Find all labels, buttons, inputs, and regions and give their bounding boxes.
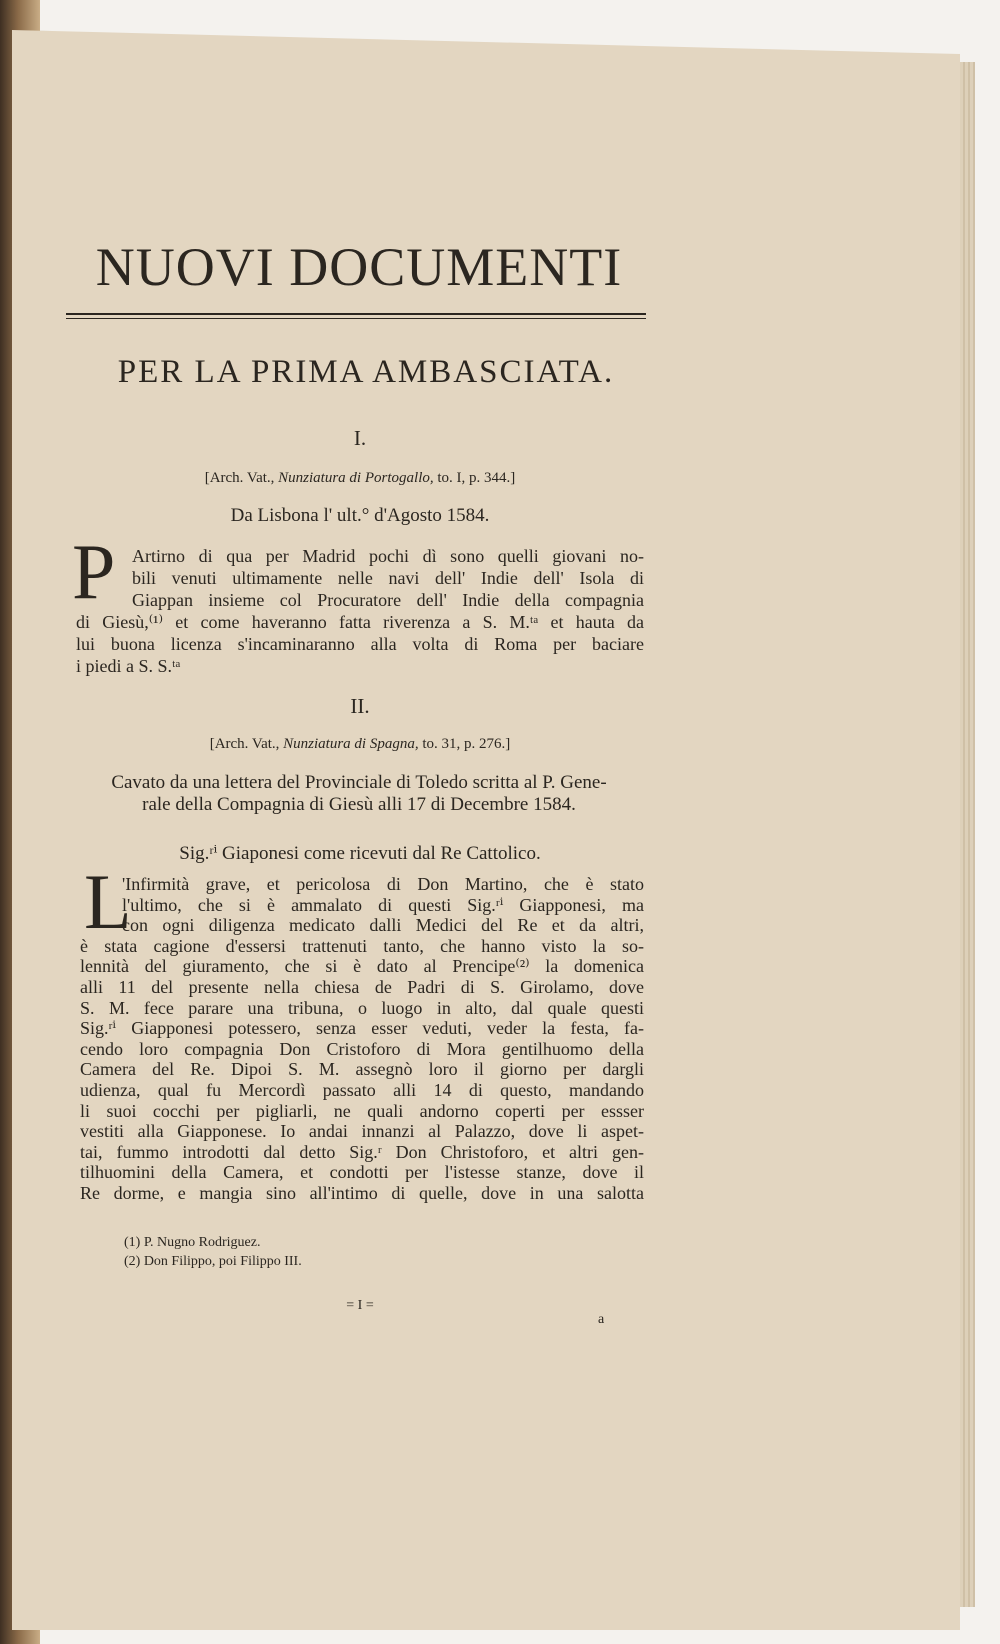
section-numeral-1: I. bbox=[353, 426, 367, 450]
text-line: rale della Compagnia di Giesù alli 17 di Decembre 1584. bbox=[142, 794, 576, 815]
text-line: cendo loro compagnia Don Cristoforo di Mora gentilhuomo della bbox=[80, 1038, 644, 1059]
signature-mark: a bbox=[598, 1312, 605, 1327]
archive-reference-1: [Arch. Vat., Nunziatura di Portogallo, to. I, p. 344.] bbox=[204, 470, 516, 486]
text-line: tai, fummo introdotti dal detto Sig.ʳ Don Christoforo, et altri gen- bbox=[80, 1141, 644, 1162]
text-line: bili venuti ultimamente nelle navi dell' Indie dell' Isola di bbox=[132, 568, 644, 588]
text-line: li suoi cocchi per pigliarli, ne quali andorno coperti per essser bbox=[80, 1100, 644, 1121]
drop-cap-2: L bbox=[84, 858, 132, 945]
text-line: l'ultimo, che si è ammalato di questi Sig.ʳⁱ Giapponesi, ma bbox=[122, 894, 644, 915]
text-line: di Giesù,⁽¹⁾ et come haveranno fatta riverenza a S. M.ᵗᵃ et hauta da bbox=[76, 612, 644, 632]
text-line: lui buona licenza s'incaminaranno alla volta di Roma per baciare bbox=[76, 634, 644, 654]
text-line: Sig.ʳⁱ Giapponesi potessero, senza esser veduti, veder la festa, fa- bbox=[80, 1018, 644, 1039]
text-line: S. M. fece parare una tribuna, o luogo in alto, dal quale questi bbox=[80, 997, 644, 1018]
dateline-1: Da Lisbona l' ult.° d'Agosto 1584. bbox=[230, 505, 490, 526]
text-line: vestiti alla Giapponese. Io andai innanzi al Palazzo, dove li aspet- bbox=[80, 1121, 644, 1142]
archive-reference-2: [Arch. Vat., Nunziatura di Spagna, to. 31, p. 276.] bbox=[209, 736, 511, 752]
text-line: con ogni diligenza medicato dalli Medici del Re et da altri, bbox=[122, 915, 644, 936]
page-subtitle: PER LA PRIMA AMBASCIATA. bbox=[117, 354, 615, 390]
paragraph-2 bbox=[80, 874, 644, 1204]
section-numeral-2: II. bbox=[350, 694, 370, 718]
text-line: Cavato da una lettera del Provinciale di Toledo scritta al P. Gene- bbox=[111, 772, 607, 793]
title-double-rule bbox=[66, 313, 646, 319]
text-line: è stata cagione d'essersi trattenuti tanto, che hanno visto la so- bbox=[80, 935, 644, 956]
letter-intro bbox=[78, 772, 640, 816]
page-title: NUOVI DOCUMENTI bbox=[95, 237, 623, 297]
text-line: Re dorme, e mangia sino all'intimo di quelle, dove in una salotta bbox=[80, 1182, 644, 1203]
text-line: lennità del giuramento, che si è dato al Prencipe⁽²⁾ la domenica bbox=[80, 956, 644, 977]
text-line: Artirno di qua per Madrid pochi dì sono quelli giovani no- bbox=[132, 546, 644, 566]
page-number: = I = bbox=[346, 1298, 374, 1313]
drop-cap-1: P bbox=[72, 528, 116, 615]
text-line: alli 11 del presente nella chiesa de Padri di S. Girolamo, dove bbox=[80, 976, 644, 997]
footnote-1: (1) P. Nugno Rodriguez. bbox=[124, 1235, 261, 1250]
text-line: i piedi a S. S.ᵗᵃ bbox=[76, 656, 181, 676]
footnote-2: (2) Don Filippo, poi Filippo III. bbox=[124, 1254, 302, 1269]
text-line: tilhuomini della Camera, et condotti per l'istesse stanze, dove il bbox=[80, 1162, 644, 1183]
text-line: 'Infirmità grave, et pericolosa di Don Martino, che è stato bbox=[122, 874, 644, 894]
text-line: Camera del Re. Dipoi S. M. assegnò loro il giorno per dargli bbox=[80, 1059, 644, 1080]
paragraph-1 bbox=[76, 545, 644, 677]
text-line: udienza, qual fu Mercordì passato alli 14 di questo, mandando bbox=[80, 1079, 644, 1100]
section-heading: Sig.ʳⁱ Giaponesi come ricevuti dal Re Cattolico. bbox=[179, 843, 541, 864]
text-line: Giappan insieme col Procuratore dell' Indie della compagnia bbox=[132, 590, 644, 610]
